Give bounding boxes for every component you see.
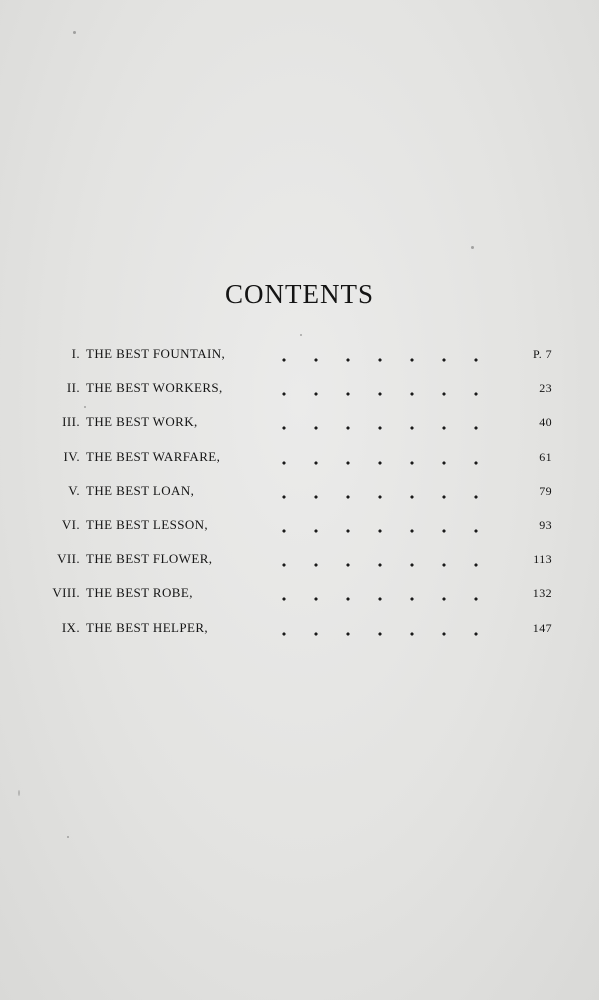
page-number: 79 xyxy=(539,483,552,498)
chapter-numeral: I. xyxy=(71,346,80,361)
chapter-title: THE BEST WORK, xyxy=(86,414,198,430)
toc-entry xyxy=(0,546,599,580)
paper-speck xyxy=(73,31,76,34)
page-number: 40 xyxy=(539,415,552,430)
page-number: 147 xyxy=(532,620,552,635)
toc-entry xyxy=(0,375,599,409)
paper-speck xyxy=(300,334,302,336)
dot-leader xyxy=(268,563,506,567)
chapter-numeral: VII. xyxy=(57,551,80,567)
toc-entry xyxy=(0,341,599,375)
toc-entry xyxy=(0,444,599,478)
page-number: 132 xyxy=(532,586,552,601)
paper-speck xyxy=(67,836,69,838)
page-number: P. 7 xyxy=(533,347,552,361)
paper-speck xyxy=(18,790,20,796)
toc-entry xyxy=(0,580,599,614)
paper-speck xyxy=(471,246,474,249)
dot-leader xyxy=(268,426,506,430)
chapter-title: THE BEST LOAN, xyxy=(86,482,195,498)
page-number: 113 xyxy=(533,552,552,567)
toc-entry xyxy=(0,409,599,443)
chapter-numeral: IV. xyxy=(63,448,80,464)
chapter-title: THE BEST FLOWER, xyxy=(86,551,213,567)
chapter-title: THE BEST FOUNTAIN, xyxy=(86,346,226,361)
page-number: 93 xyxy=(539,517,552,532)
chapter-numeral: V. xyxy=(68,482,80,498)
toc-entry xyxy=(0,478,599,512)
toc-entry xyxy=(0,512,599,546)
page-number: 61 xyxy=(539,449,552,464)
chapter-numeral: IX. xyxy=(61,619,80,635)
chapter-title: THE BEST HELPER, xyxy=(86,619,209,635)
page-number: 23 xyxy=(539,381,552,396)
dot-leader xyxy=(268,392,506,396)
dot-leader xyxy=(268,632,506,636)
dot-leader xyxy=(268,461,506,465)
page-title: CONTENTS xyxy=(225,279,374,309)
dot-leader xyxy=(268,358,506,362)
dot-leader xyxy=(268,597,506,601)
chapter-title: THE BEST LESSON, xyxy=(86,516,209,532)
toc-entry xyxy=(0,615,599,649)
dot-leader xyxy=(268,495,506,499)
dot-leader xyxy=(268,529,506,533)
chapter-numeral: VI. xyxy=(61,516,80,532)
chapter-title: THE BEST WORKERS, xyxy=(86,380,223,396)
chapter-title: THE BEST WARFARE, xyxy=(86,448,221,464)
chapter-numeral: III. xyxy=(62,414,80,430)
chapter-numeral: II. xyxy=(66,380,80,396)
chapter-title: THE BEST ROBE, xyxy=(86,585,193,601)
table-of-contents xyxy=(0,341,599,649)
chapter-numeral: VIII. xyxy=(52,585,80,601)
